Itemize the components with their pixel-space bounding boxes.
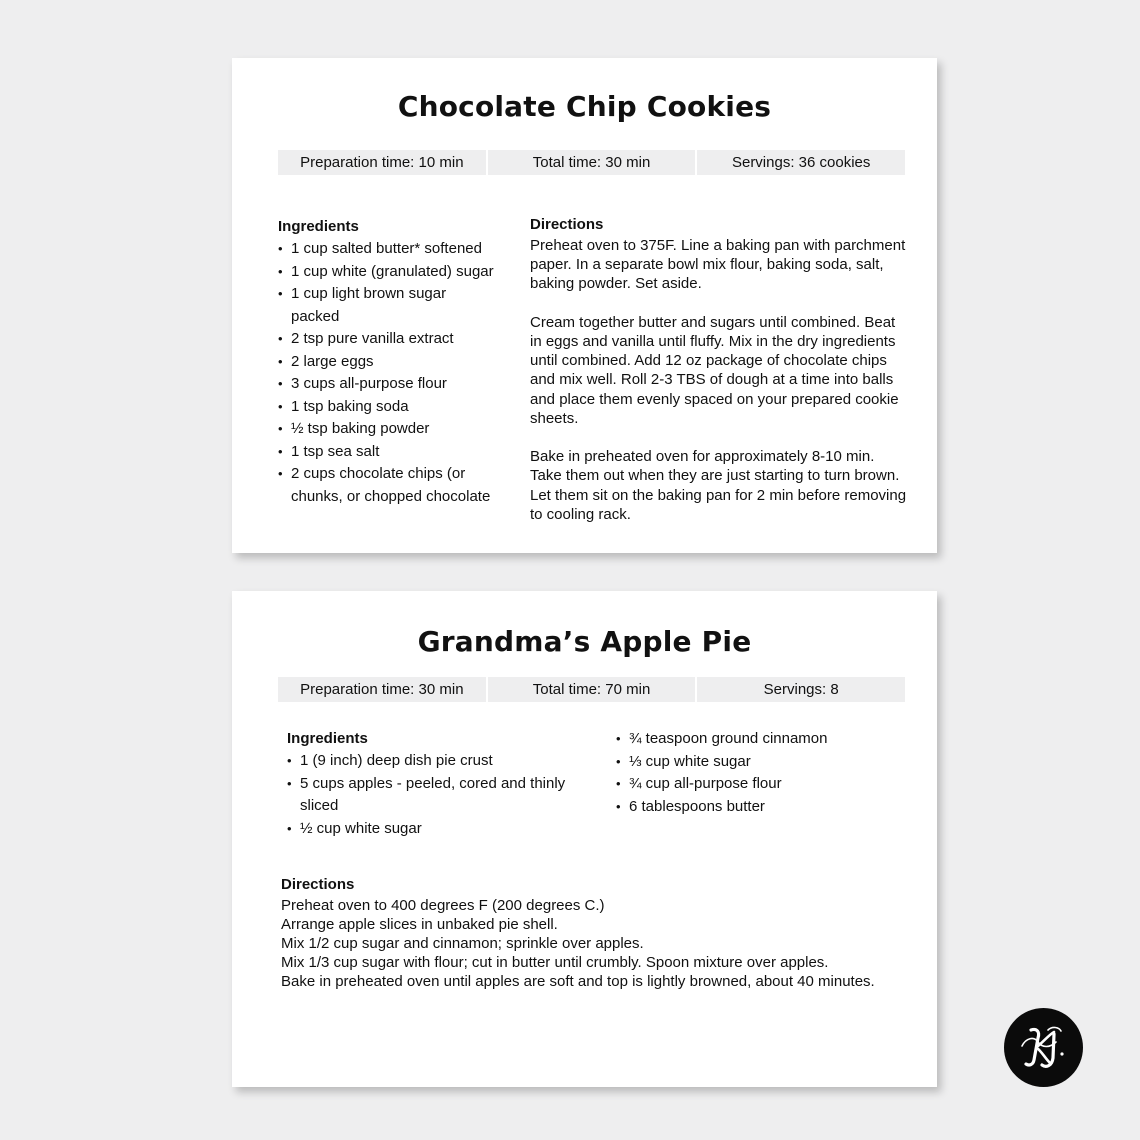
ingredients-section-continued (616, 728, 906, 818)
list-item: • 2 cups chocolate chips (or chunks, or chopped chocolate (278, 463, 498, 508)
brand-logo (1004, 1008, 1083, 1087)
total-time: Total time: 30 min (488, 150, 696, 175)
list-item: • 6 tablespoons butter (616, 796, 906, 819)
directions-section (281, 874, 911, 991)
direction-line: Preheat oven to 400 degrees F (200 degrees C.) (281, 897, 605, 914)
recipe-title: Chocolate Chip Cookies (397, 90, 772, 123)
ingredients-list (616, 728, 906, 818)
ingredients-section (278, 216, 498, 508)
directions-heading: Directions (530, 216, 604, 233)
ingredients-section (287, 728, 577, 840)
direction-line: Mix 1/2 cup sugar and cinnamon; sprinkle over apples. (281, 935, 644, 952)
directions-text (530, 236, 908, 524)
directions-heading: Directions (281, 876, 355, 893)
ingredients-heading: Ingredients (287, 730, 368, 747)
list-item: • ½ tsp baking powder (278, 418, 498, 441)
ingredients-heading: Ingredients (278, 218, 359, 235)
list-item: • ½ cup white sugar (287, 818, 577, 841)
direction-paragraph: Bake in preheated oven for approximately 8-10 min. Take them out when they are just starting to turn brown. Let them sit on the baking pan for 2 min before removing to cooling rack. (530, 448, 907, 523)
direction-line: Bake in preheated oven until apples are soft and top is lightly browned, about 40 minutes. (281, 973, 875, 990)
list-item: • ⅓ cup white sugar (616, 751, 906, 774)
direction-paragraph: Cream together butter and sugars until combined. Beat in eggs and vanilla until fluffy. Mix in the dry ingredients until combined. Add 12 oz package of chocolate chips and mix well. Roll 2-3 TBS of dough at a time into balls and place them evenly spaced on your prepared cookie sheets. (530, 313, 899, 427)
direction-line: Mix 1/3 cup sugar with flour; cut in butter until crumbly. Spoon mixture over apples. (281, 954, 829, 971)
recipe-card-cookies (232, 58, 937, 553)
list-item: • 1 tsp sea salt (278, 441, 498, 464)
list-item: • 5 cups apples - peeled, cored and thinly sliced (287, 773, 577, 818)
prep-time: Preparation time: 30 min (278, 677, 486, 702)
total-time: Total time: 70 min (488, 677, 696, 702)
recipe-meta-bar (278, 677, 905, 702)
list-item: • 1 cup salted butter* softened (278, 238, 498, 261)
list-item: • 1 (9 inch) deep dish pie crust (287, 750, 577, 773)
ingredients-list (278, 238, 498, 508)
list-item: • ¾ teaspoon ground cinnamon (616, 728, 906, 751)
list-item: • 2 tsp pure vanilla extract (278, 328, 498, 351)
ingredients-list (287, 750, 577, 840)
recipe-title: Grandma’s Apple Pie (417, 625, 752, 658)
direction-line: Arrange apple slices in unbaked pie shell. (281, 916, 558, 933)
list-item: • 2 large eggs (278, 351, 498, 374)
recipe-meta-bar (278, 150, 905, 175)
direction-paragraph: Preheat oven to 375F. Line a baking pan with parchment paper. In a separate bowl mix flour, baking soda, salt, baking powder. Set aside. (530, 237, 906, 293)
servings: Servings: 8 (697, 677, 905, 702)
kj-logo-icon (1004, 1008, 1083, 1087)
recipe-card-apple-pie (232, 591, 937, 1087)
list-item: • 1 cup light brown sugar packed (278, 283, 498, 328)
list-item: • ¾ cup all-purpose flour (616, 773, 906, 796)
directions-text (281, 896, 911, 991)
list-item: • 1 tsp baking soda (278, 396, 498, 419)
list-item: • 3 cups all-purpose flour (278, 373, 498, 396)
prep-time: Preparation time: 10 min (278, 150, 486, 175)
servings: Servings: 36 cookies (697, 150, 905, 175)
directions-section (530, 214, 908, 524)
list-item: • 1 cup white (granulated) sugar (278, 261, 498, 284)
